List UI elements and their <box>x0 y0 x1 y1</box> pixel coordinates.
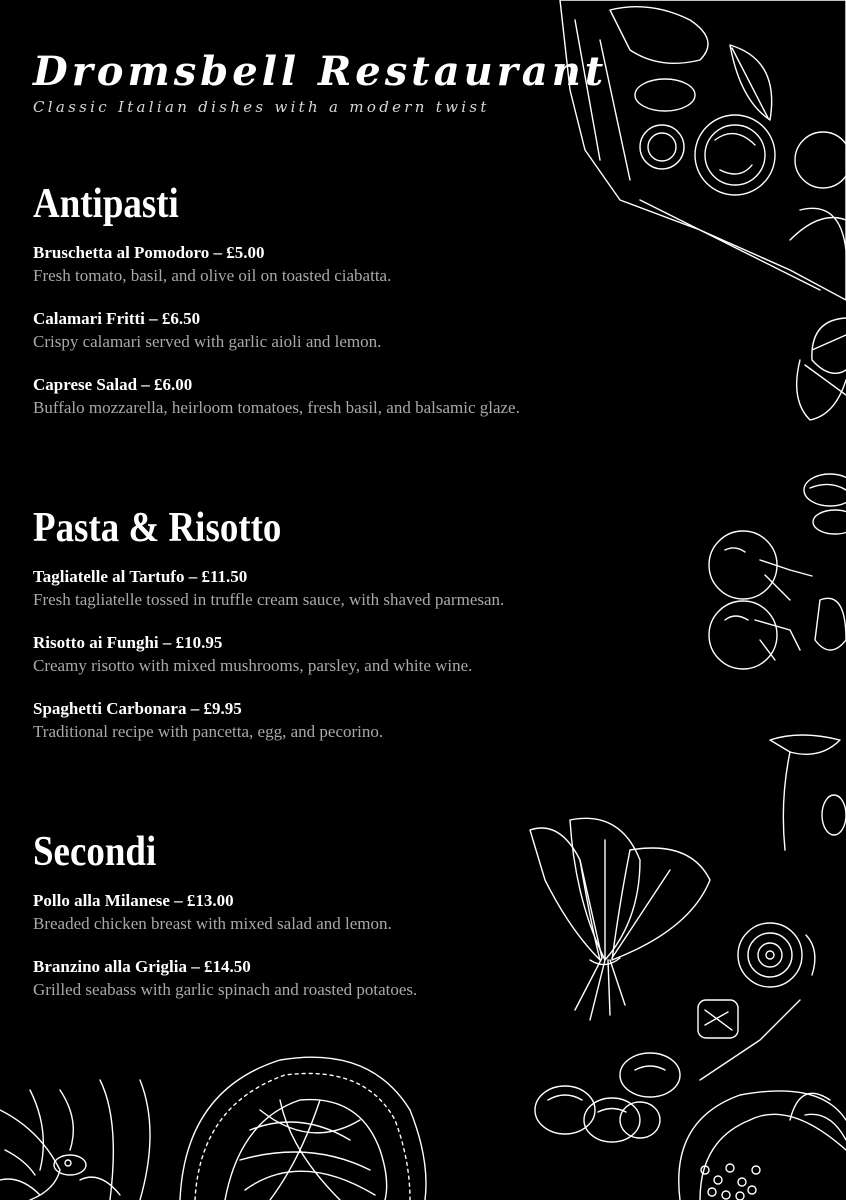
menu-item-name: Calamari Fritti – £6.50 <box>33 309 201 328</box>
menu-item-name: Branzino alla Griglia – £14.50 <box>33 957 251 976</box>
section-pasta-risotto <box>33 504 653 744</box>
menu-item <box>33 374 653 420</box>
restaurant-title: Dromsbell Restaurant <box>33 48 608 95</box>
mushroom-illustration <box>698 1000 738 1038</box>
menu-item-description: Grilled seabass with garlic spinach and roasted potatoes. <box>33 980 418 999</box>
menu-item-description: Crispy calamari served with garlic aioli and lemon. <box>33 332 382 351</box>
menu-item-description: Traditional recipe with pancetta, egg, and pecorino. <box>33 722 384 741</box>
menu-item-description: Breaded chicken breast with mixed salad and lemon. <box>33 914 392 933</box>
section-heading: Pasta & Risotto <box>33 505 282 551</box>
section-heading: Antipasti <box>33 181 179 227</box>
bowl-illustration <box>679 1000 846 1200</box>
menu-item-name: Pollo alla Milanese – £13.00 <box>33 891 234 910</box>
section-secondi <box>33 828 653 1002</box>
restaurant-subtitle: Classic Italian dishes with a modern twist <box>33 98 490 116</box>
menu-item-description: Fresh tagliatelle tossed in truffle cream sauce, with shaved parmesan. <box>33 590 505 609</box>
section-heading: Secondi <box>33 829 157 875</box>
menu-item-description: Buffalo mozzarella, heirloom tomatoes, fresh basil, and balsamic glaze. <box>33 398 520 417</box>
menu-item <box>33 956 653 1002</box>
menu-item <box>33 308 653 354</box>
mushrooms-illustration <box>535 1053 680 1142</box>
menu-item-name: Tagliatelle al Tartufo – £11.50 <box>33 567 248 586</box>
menu-content <box>33 48 653 999</box>
menu-item-name: Bruschetta al Pomodoro – £5.00 <box>33 243 265 262</box>
menu-item <box>33 698 653 744</box>
menu-item-name: Risotto ai Funghi – £10.95 <box>33 633 223 652</box>
menu-item <box>33 890 653 936</box>
onion-illustration <box>738 923 815 987</box>
olive-illustration <box>804 474 846 534</box>
menu-item-name: Caprese Salad – £6.00 <box>33 375 193 394</box>
menu-item-name: Spaghetti Carbonara – £9.95 <box>33 699 242 718</box>
tomato-illustration <box>709 531 846 669</box>
menu-item <box>33 632 653 678</box>
menu-item-description: Creamy risotto with mixed mushrooms, parsley, and white wine. <box>33 656 473 675</box>
menu-item <box>33 566 653 612</box>
leaf-illustration <box>797 318 846 420</box>
pasta-plate-illustration <box>180 1057 426 1200</box>
section-antipasti <box>33 180 653 420</box>
olive-branch-illustration <box>0 1080 150 1200</box>
herb-illustration <box>770 735 846 850</box>
menu-item-description: Fresh tomato, basil, and olive oil on toasted ciabatta. <box>33 266 392 285</box>
menu-item <box>33 242 653 288</box>
